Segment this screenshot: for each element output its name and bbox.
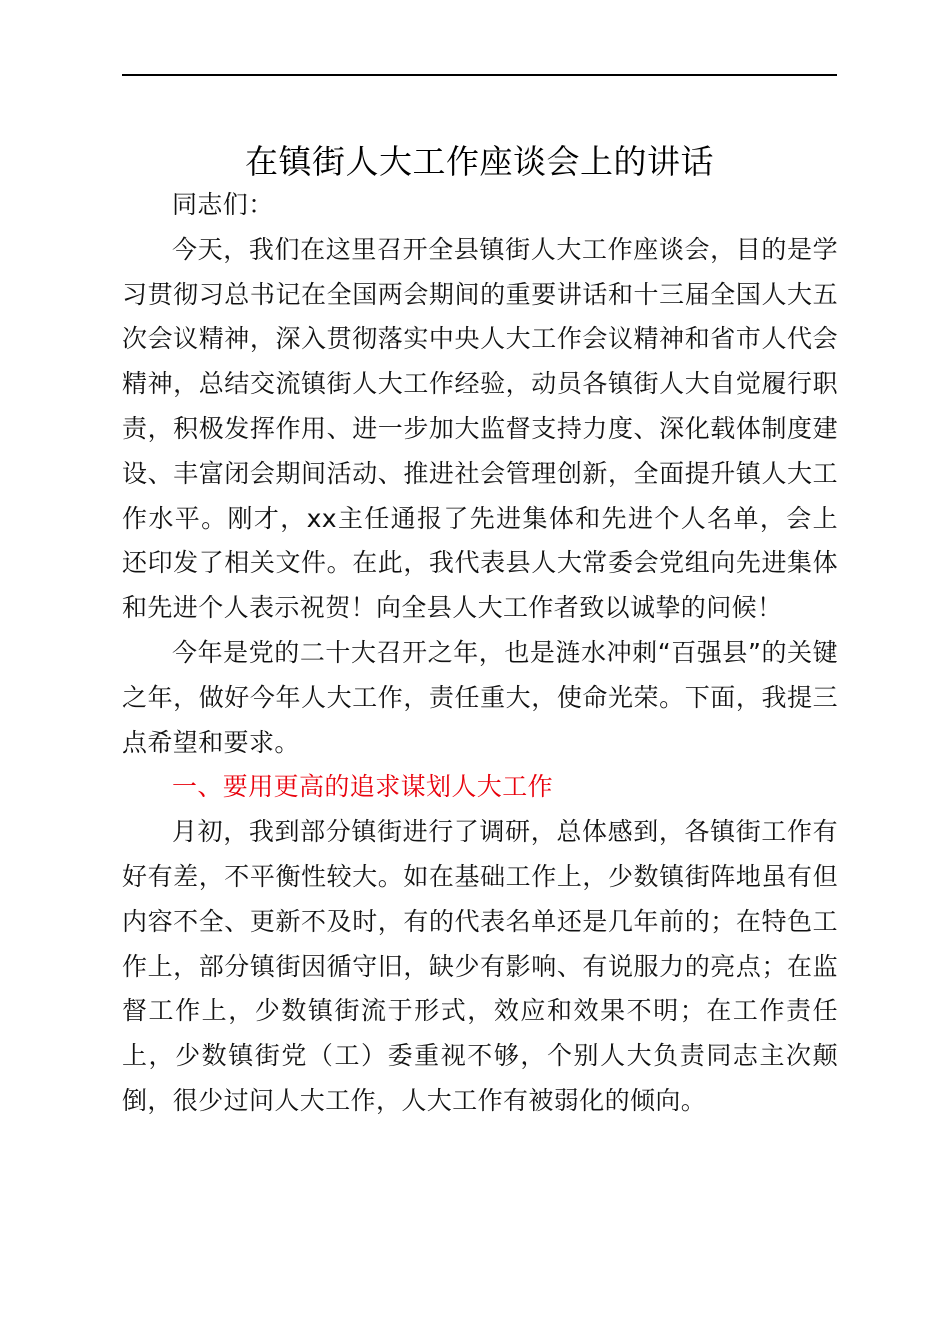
salutation: 同志们：: [172, 190, 274, 219]
paragraph-survey: 月初，我到部分镇街进行了调研，总体感到，各镇街工作有好有差，不平衡性较大。如在基础工作上，少数镇街阵地虽有但内容不全、更新不及时，有的代表名单还是几年前的；在特色工作上，部分镇街因循守旧，缺少有影响、有说服力的亮点；在监督工作上，少数镇街流于形式，效应和效果不明；在工作责任上，少数镇街党（工）委重视不够，个别人大负责同志主次颠倒，很少过问人大工作，人大工作有被弱化的倾向。: [122, 817, 838, 1115]
paragraph-opening: 今天，我们在这里召开全县镇街人大工作座谈会，目的是学习贯彻习总书记在全国两会期间的重要讲话和十三届全国人大五次会议精神，深入贯彻落实中央人大工作会议精神和省市人代会精神，总结交流镇街人大工作经验，动员各镇街人大自觉履行职责，积极发挥作用、进一步加大监督支持力度、深化载体制度建设、丰富闭会期间活动、推进社会管理创新，全面提升镇人大工作水平。刚才，xx主任通报了先进集体和先进个人名单，会上还印发了相关文件。在此，我代表县人大常委会党组向先进集体和先进个人表示祝贺！向全县人大工作者致以诚挚的问候！: [122, 234, 838, 623]
document-body: [122, 183, 838, 1124]
section-heading: 一、要用更高的追求谋划人大工作: [172, 772, 554, 802]
document-title: 在镇街人大工作座谈会上的讲话: [245, 142, 714, 181]
top-rule: [122, 74, 837, 76]
paragraph-year-context: 今年是党的二十大召开之年，也是涟水冲刺“百强县”的关键之年，做好今年人大工作，责任重大，使命光荣。下面，我提三点希望和要求。: [122, 637, 838, 757]
